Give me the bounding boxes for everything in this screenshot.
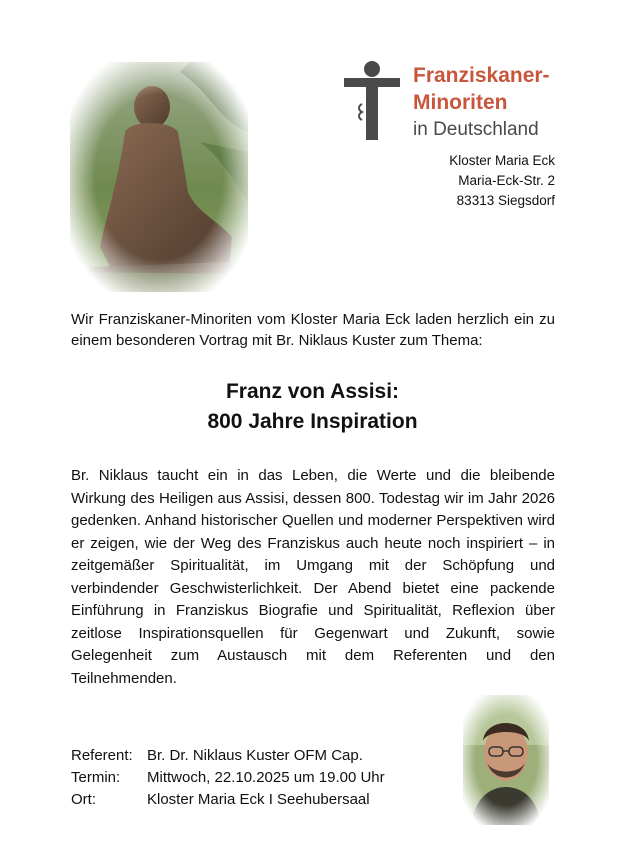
detail-value: Br. Dr. Niklaus Kuster OFM Cap. bbox=[147, 747, 363, 764]
detail-value: Kloster Maria Eck I Seehubersaal bbox=[147, 791, 370, 808]
address-line-street: Maria-Eck-Str. 2 bbox=[458, 173, 555, 188]
tau-cross-logo-icon bbox=[342, 60, 402, 140]
logo-subtitle: in Deutschland bbox=[413, 119, 539, 140]
detail-label: Referent: bbox=[71, 747, 133, 764]
description-paragraph: Br. Niklaus taucht ein in das Leben, die Werte und die bleibende Wirkung des Heiligen aus Assisi, dessen 800. Todestag wir im Jahr 2026 gedenken. Anhand historischer Quellen und moderner Perspektiven wird er zeigen, wie der Weg des Franziskus auch heute noch inspiriert – in zeitgemäßer Spiritualität, im Umgang mit der Schöpfung und verbindender Geschwisterlichkeit. Der Abend bietet eine packende Einführung in Franziskus Biografie und Spiritualität, Reflexion über zeitlose Inspirationsquellen für Gegenwart und Zukunft, sowie Gelegenheit zum Austausch mit dem Referenten und den Teilnehmenden. bbox=[71, 467, 555, 687]
intro-paragraph: Wir Franziskaner-Minoriten vom Kloster Maria Eck laden herzlich ein zu einem besonderen Vortrag mit Br. Niklaus Kuster zum Thema: bbox=[71, 311, 555, 349]
statue-photo bbox=[70, 62, 248, 292]
event-title bbox=[0, 377, 625, 437]
address-block bbox=[449, 151, 555, 211]
event-details bbox=[71, 745, 385, 811]
event-title-line2: 800 Jahre Inspiration bbox=[207, 410, 418, 433]
detail-label: Termin: bbox=[71, 769, 121, 786]
detail-label: Ort: bbox=[71, 791, 96, 808]
detail-row-speaker bbox=[71, 745, 385, 767]
logo-title-line1: Franziskaner- bbox=[413, 64, 550, 87]
detail-row-date bbox=[71, 767, 385, 789]
address-line-name: Kloster Maria Eck bbox=[449, 153, 555, 168]
organization-logo bbox=[342, 60, 572, 142]
event-title-line1: Franz von Assisi: bbox=[225, 380, 400, 403]
detail-value: Mittwoch, 22.10.2025 um 19.00 Uhr bbox=[147, 769, 385, 786]
address-line-city: 83313 Siegsdorf bbox=[456, 193, 555, 208]
detail-row-location bbox=[71, 789, 385, 811]
speaker-portrait bbox=[463, 695, 549, 825]
logo-title-line2: Minoriten bbox=[413, 91, 508, 114]
